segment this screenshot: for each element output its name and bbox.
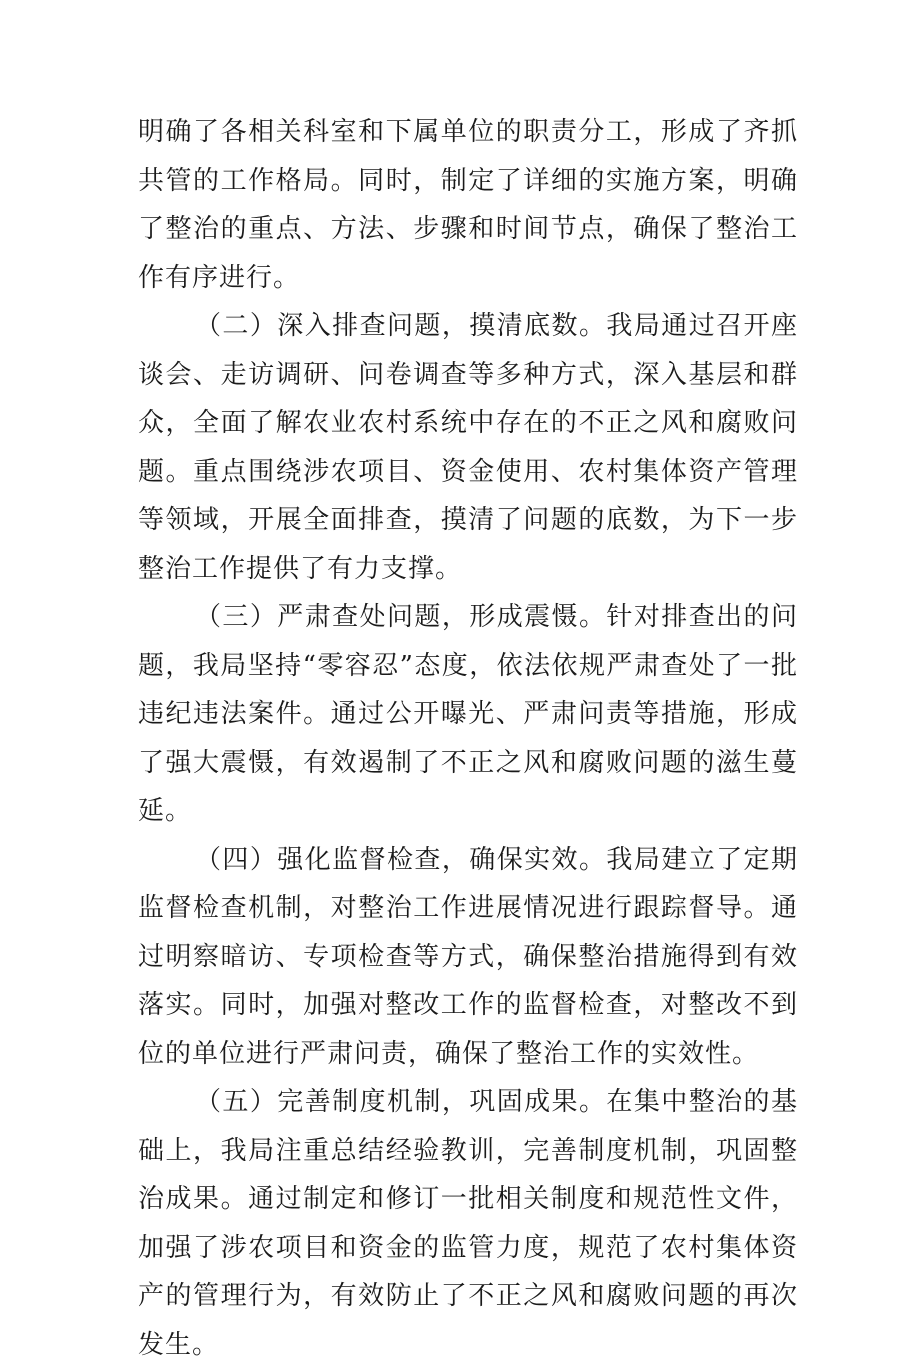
document-body bbox=[138, 108, 798, 1369]
paragraph-section-5: （五）完善制度机制，巩固成果。在集中整治的基础上，我局注重总结经验教训，完善制度机制，巩固整治成果。通过制定和修订一批相关制度和规范性文件，加强了涉农项目和资金的监管力度，规范了农村集体资产的管理行为，有效防止了不正之风和腐败问题的再次发生。 bbox=[138, 1087, 798, 1360]
paragraph-section-2: （二）深入排查问题，摸清底数。我局通过召开座谈会、走访调研、问卷调查等多种方式，深入基层和群众，全面了解农业农村系统中存在的不正之风和腐败问题。重点围绕涉农项目、资金使用、农村集体资产管理等领域，开展全面排查，摸清了问题的底数，为下一步整治工作提供了有力支撑。 bbox=[138, 311, 798, 584]
paragraph-section-3: （三）严肃查处问题，形成震慑。针对排查出的问题，我局坚持“零容忍”态度，依法依规严肃查处了一批违纪违法案件。通过公开曝光、严肃问责等措施，形成了强大震慑，有效遏制了不正之风和腐败问题的滋生蔓延。 bbox=[138, 602, 798, 826]
paragraph-continuation: 明确了各相关科室和下属单位的职责分工，形成了齐抓共管的工作格局。同时，制定了详细的实施方案，明确了整治的重点、方法、步骤和时间节点，确保了整治工作有序进行。 bbox=[138, 117, 798, 293]
paragraph-section-4: （四）强化监督检查，确保实效。我局建立了定期监督检查机制，对整治工作进展情况进行跟踪督导。通过明察暗访、专项检查等方式，确保整治措施得到有效落实。同时，加强对整改工作的监督检查，对整改不到位的单位进行严肃问责，确保了整治工作的实效性。 bbox=[138, 844, 798, 1069]
